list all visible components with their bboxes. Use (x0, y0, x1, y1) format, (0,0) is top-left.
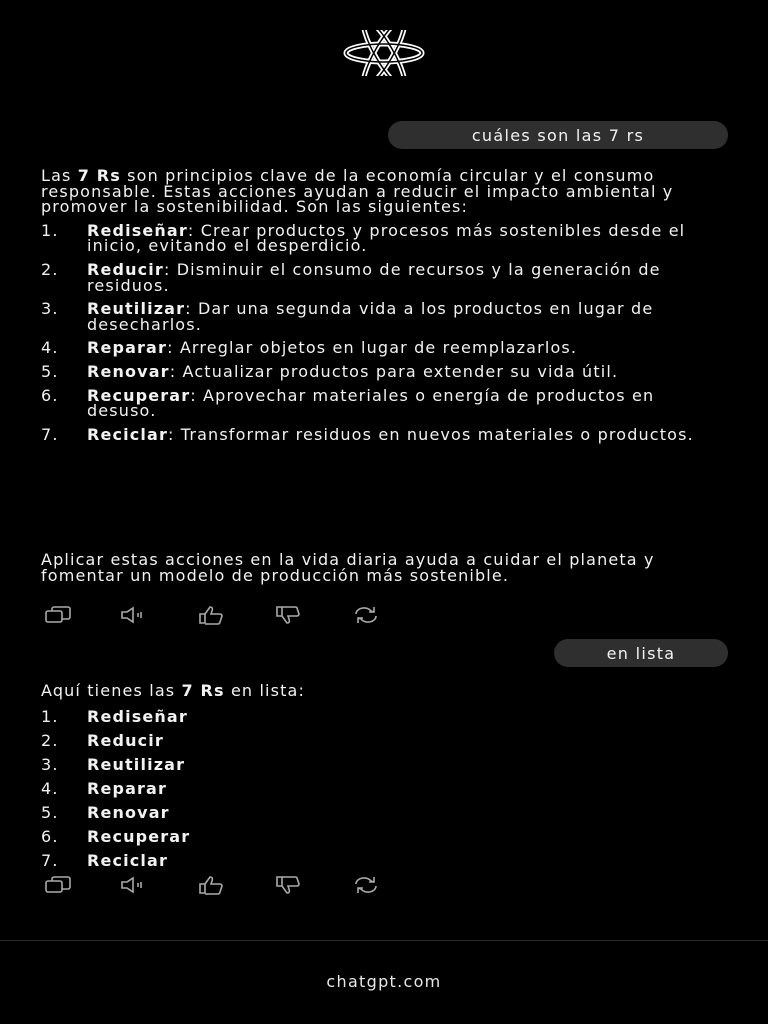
list-item: 5. Renovar: Actualizar productos para extender su vida útil. (41, 361, 619, 381)
message-actions (40, 874, 425, 896)
copy-icon[interactable] (40, 604, 76, 626)
read-aloud-icon[interactable] (117, 604, 153, 626)
list-item: 6. Recuperar (41, 827, 191, 846)
read-aloud-icon[interactable] (117, 874, 153, 896)
list-item: 2. Reducir: Disminuir el consumo de recursos y la generación de residuos. (41, 259, 661, 295)
message-actions (40, 604, 425, 626)
user-message (388, 121, 728, 149)
thumbs-down-icon[interactable] (271, 604, 307, 626)
response-list (41, 220, 706, 444)
footer-divider (0, 940, 768, 941)
response-intro: Las 7 Rs son principios clave de la economía circular y el consumo responsable. Estas acciones ayudan a reducir el impacto ambiental y promover la sostenibilidad. Son las siguientes: (41, 166, 674, 217)
domain-label: chatgpt.com (326, 972, 442, 991)
response-intro: Aquí tienes las 7 Rs en lista: (41, 681, 306, 700)
thumbs-up-icon[interactable] (194, 874, 230, 896)
list-item: 6. Recuperar: Aprovechar materiales o energía de productos en desuso. (41, 385, 655, 421)
list-item: 1. Rediseñar (41, 707, 188, 726)
assistant-response (41, 168, 706, 442)
thumbs-up-icon[interactable] (194, 604, 230, 626)
user-message-text: cuáles son las 7 rs (471, 125, 645, 145)
openai-logo-icon (329, 30, 439, 76)
list-item: 7. Reciclar (41, 851, 168, 870)
list-item: 5. Renovar (41, 803, 170, 822)
response-closing: Aplicar estas acciones en la vida diaria ayuda a cuidar el planeta y fomentar un modelo de producción más sostenible. (41, 550, 655, 585)
assistant-response (41, 683, 706, 699)
list-item: 4. Reparar: Arreglar objetos en lugar de reemplazarlos. (41, 338, 578, 358)
list-item: 2. Reducir (41, 731, 164, 750)
regenerate-icon[interactable] (348, 874, 384, 896)
response-list (41, 705, 706, 873)
list-item: 7. Reciclar: Transformar residuos en nuevos materiales o productos. (41, 424, 694, 444)
regenerate-icon[interactable] (348, 604, 384, 626)
copy-icon[interactable] (40, 874, 76, 896)
user-message (554, 639, 728, 667)
user-message-text: en lista (606, 643, 676, 663)
list-item: 3. Reutilizar: Dar una segunda vida a los productos en lugar de desecharlos. (41, 299, 654, 334)
list-item: 4. Reparar (41, 779, 168, 798)
thumbs-down-icon[interactable] (271, 874, 307, 896)
list-item: 1. Rediseñar: Crear productos y procesos más sostenibles desde el inicio, evitando el desperdicio. (41, 220, 686, 256)
url-bar[interactable] (0, 972, 768, 991)
list-item: 3. Reutilizar (41, 755, 186, 774)
